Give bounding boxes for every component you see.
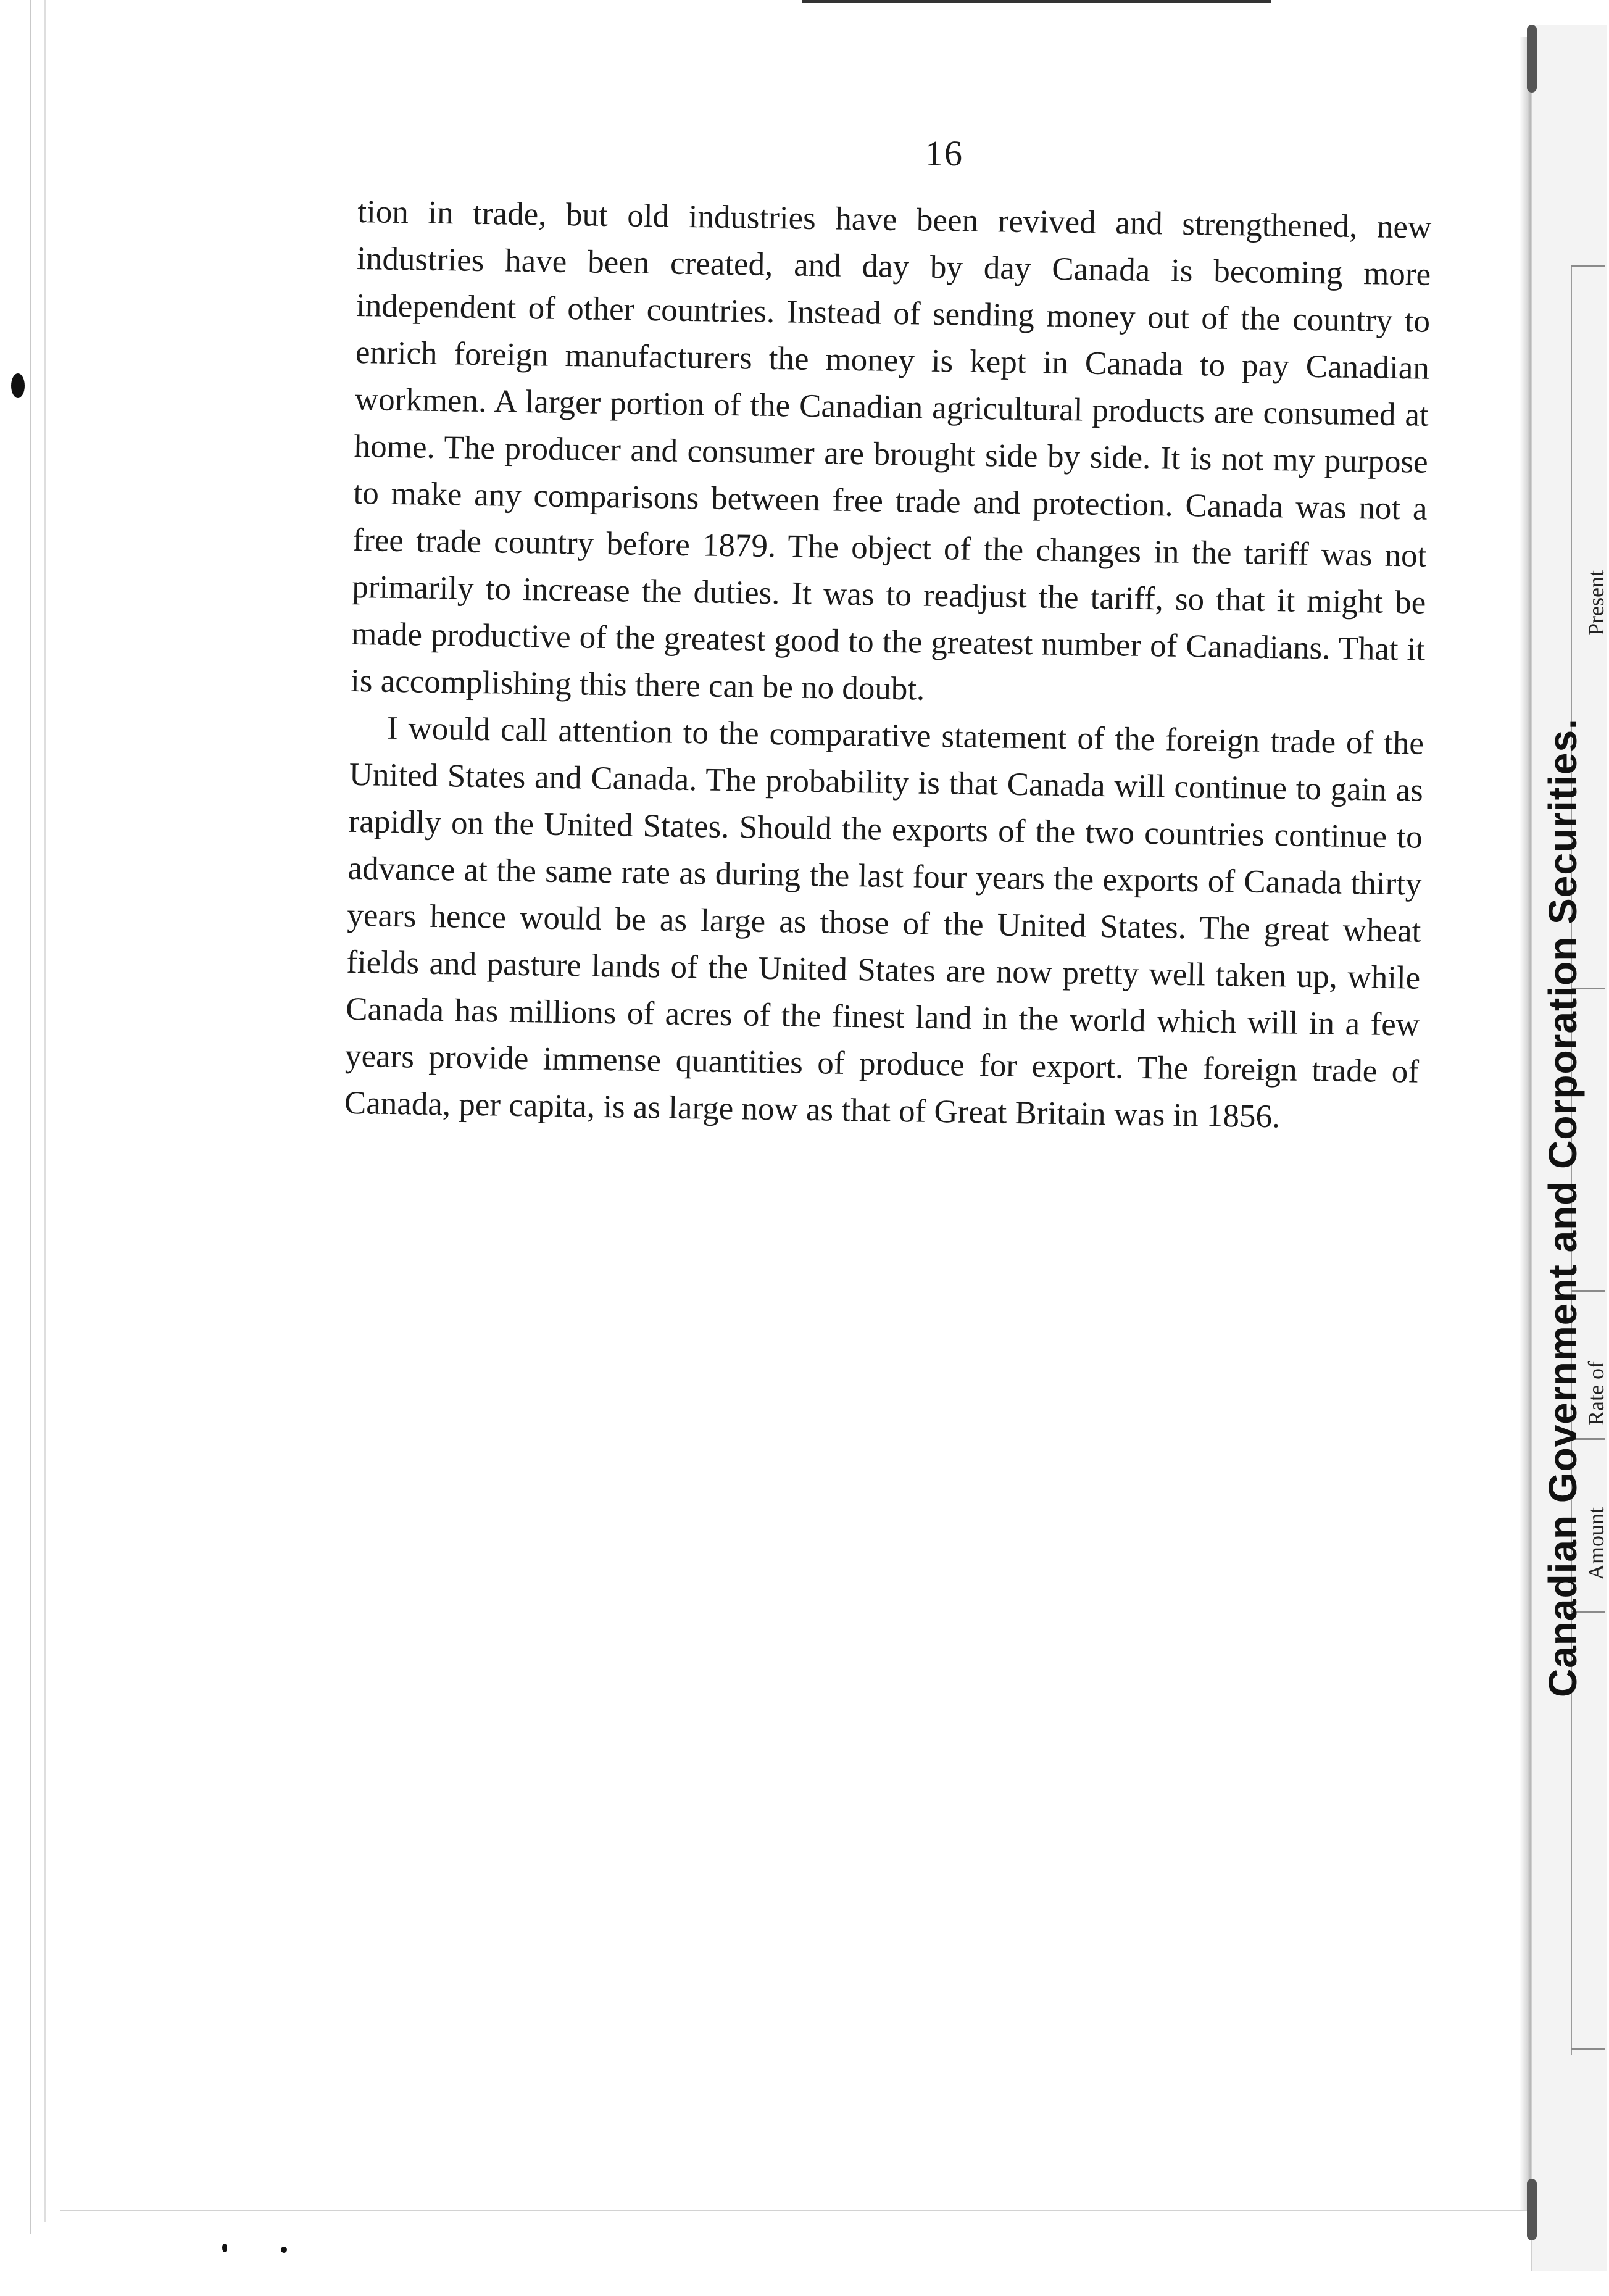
ink-speck: [281, 2247, 287, 2253]
fold-edge: [1520, 37, 1531, 2210]
table-rule: [1571, 265, 1605, 267]
column-heading: Amount: [1584, 1507, 1608, 1580]
page-number: 16: [925, 133, 963, 173]
fold-sheet-title: Canadian Government and Corporation Securities.: [1540, 718, 1585, 1697]
body-text: [344, 188, 1431, 1142]
binding-shadow: [1527, 2179, 1537, 2240]
ink-speck: [222, 2244, 227, 2252]
paragraph: tion in trade, but old industries have been revived and strengthened, new industries have been created, and day by day Canada is becoming more independent of other countries. Instead of sending money out of the country to enrich foreign manufacturers the money is kept in Canada to pay Canadian workmen. A larger portion of the Canadian agricultural products are consumed at home. The producer and consumer are brought side by side. It is not my purpose to make any comparisons between free trade and protection. Canada was not a free trade country before 1879. The object of the changes in the tariff was not primarily to increase the duties. It was to readjust the tariff, so that it might be made productive of the greatest good to the greatest number of Canadians. That it is accomplishing this there can be no doubt.: [350, 193, 1432, 707]
scan-edge-line: [30, 0, 31, 2234]
scan-edge-line: [60, 2210, 1542, 2211]
column-heading: Present: [1584, 570, 1608, 636]
column-heading: Rate of: [1584, 1361, 1608, 1426]
paragraph: I would call attention to the comparative statement of the foreign trade of the United States and Canada. The probability is that Canada will continue to gain as rapidly on the United States. Should the exports of the two countries continue to advance at the same rate as during the last four years the exports of Canada thirty years hence would be as large as those of the United States. The great wheat fields and pasture lands of the United States are now pretty well taken up, while Canada has millions of acres of the finest land in the world which will in a few years provide immense quantities of produce for export. The foreign trade of Canada, per capita, is as large now as that of Great Britain was in 1856.: [344, 710, 1424, 1135]
binding-shadow: [1527, 25, 1537, 93]
scan-edge-line: [44, 0, 46, 2222]
top-rule: [802, 0, 1271, 3]
ink-speck: [11, 373, 25, 398]
table-rule: [1571, 2048, 1605, 2050]
